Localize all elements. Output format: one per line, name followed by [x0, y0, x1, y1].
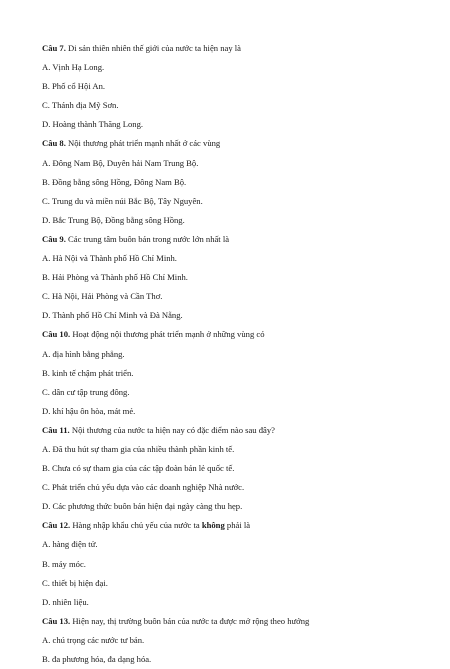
option-8c: C. Trung du và miền núi Bắc Bộ, Tây Nguyên.	[42, 195, 203, 206]
option-9d: D. Thành phố Hồ Chí Minh và Đà Nẵng.	[42, 310, 183, 321]
question-text: Nội thương phát triển mạnh nhất ở các vùng	[68, 138, 221, 149]
option-9a: A. Hà Nội và Thành phố Hồ Chí Minh.	[42, 253, 177, 264]
question-number: Câu 10.	[42, 329, 71, 340]
question-text: Các trung tâm buôn bán trong nước lớn nhất là	[68, 233, 230, 244]
option-11a: A. Đã thu hút sự tham gia của nhiều thành phần kinh tế.	[42, 443, 235, 454]
question-text: Hiện nay, thị trường buôn bán của nước ta được mở rộng theo hướng	[72, 615, 310, 626]
question-keyword: không	[201, 520, 225, 531]
option-10b: B. kinh tế chậm phát triển.	[42, 367, 134, 378]
option-12b: B. máy móc.	[42, 558, 86, 569]
option-10d: D. khí hậu ôn hòa, mát mẻ.	[42, 405, 136, 416]
question-7	[42, 39, 422, 58]
question-12	[42, 516, 422, 535]
question-text: Nội thương của nước ta hiện nay có đặc điểm nào sau đây?	[71, 424, 275, 435]
question-number: Câu 11.	[42, 424, 70, 435]
option-9c: C. Hà Nội, Hải Phòng và Cần Thơ.	[42, 291, 163, 302]
question-10	[42, 325, 422, 344]
option-10a: A. địa hình bằng phẳng.	[42, 348, 125, 359]
question-number: Câu 8.	[42, 138, 66, 149]
option-12a: A. hàng điện tử.	[42, 539, 98, 550]
option-8b: B. Đồng bằng sông Hồng, Đông Nam Bộ.	[42, 176, 187, 187]
option-13b: B. đa phương hóa, đa dạng hóa.	[42, 654, 152, 664]
option-7a: A. Vịnh Hạ Long.	[42, 62, 105, 73]
question-13	[42, 612, 422, 631]
question-number: Câu 13.	[42, 615, 71, 626]
option-7c: C. Thánh địa Mỹ Sơn.	[42, 100, 119, 111]
option-8a: A. Đông Nam Bộ, Duyên hải Nam Trung Bộ.	[42, 157, 199, 168]
option-8d: D. Bắc Trung Bộ, Đồng bằng sông Hồng.	[42, 214, 185, 225]
question-text-before: Hàng nhập khẩu chủ yếu của nước ta	[72, 520, 200, 531]
option-7d: D. Hoàng thành Thăng Long.	[42, 119, 144, 130]
option-11c: C. Phát triển chủ yếu dựa vào các doanh nghiệp Nhà nước.	[42, 482, 245, 493]
option-12c: C. thiết bị hiện đại.	[42, 577, 108, 588]
question-number: Câu 9.	[42, 233, 66, 244]
question-text: Hoạt động nội thương phát triển mạnh ở những vùng có	[72, 329, 265, 340]
option-11d: D. Các phương thức buôn bán hiện đại ngày càng thu hẹp.	[42, 501, 243, 512]
question-8	[42, 134, 422, 153]
question-11	[42, 421, 422, 440]
question-text: Di sản thiên nhiên thế giới của nước ta hiện nay là	[68, 43, 241, 53]
question-number: Câu 7.	[42, 43, 66, 53]
question-number: Câu 12.	[42, 520, 71, 531]
option-11b: B. Chưa có sự tham gia của các tập đoàn bán lẻ quốc tế.	[42, 463, 235, 474]
question-9	[42, 230, 422, 249]
question-text-after: phải là	[226, 520, 251, 531]
option-13a: A. chú trọng các nước tư bản.	[42, 634, 145, 645]
option-9b: B. Hải Phòng và Thành phố Hồ Chí Minh.	[42, 272, 188, 283]
option-12d: D. nhiên liệu.	[42, 596, 89, 607]
document-page	[42, 39, 422, 669]
option-10c: C. dân cư tập trung đông.	[42, 386, 130, 397]
option-7b: B. Phố cổ Hội An.	[42, 81, 106, 92]
